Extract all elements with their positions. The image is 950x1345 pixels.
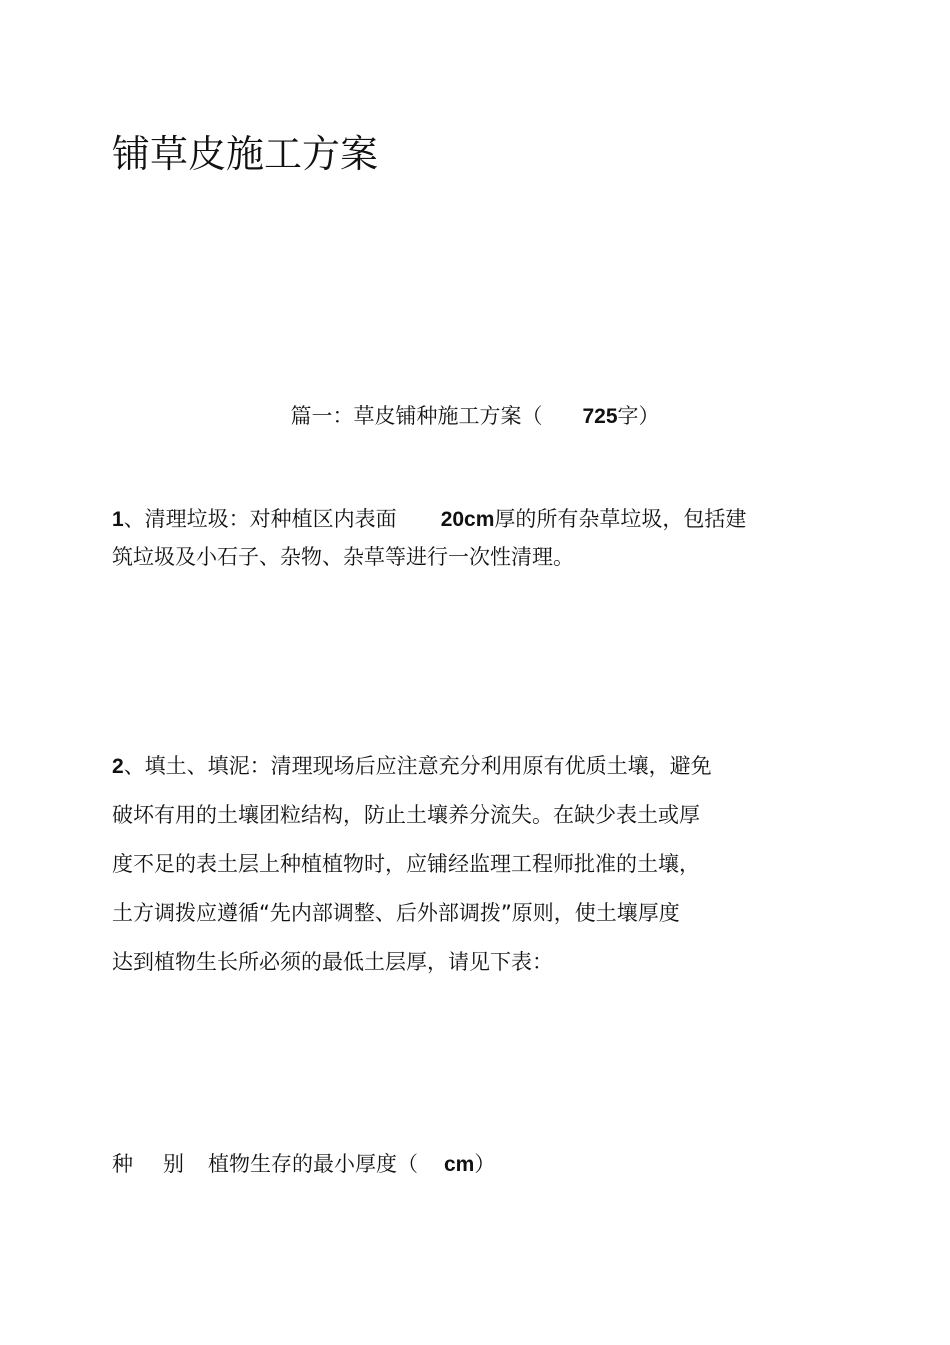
section-1-depth-value: 20cm <box>440 508 495 531</box>
section-1-line-2: 筑垃圾及小石子、杂物、杂草等进行一次性清理。 <box>112 545 574 569</box>
section-1-number: 1 <box>112 508 124 531</box>
table-header-row <box>112 1146 495 1183</box>
table-header-min-thickness: 植物生存的最小厚度（ <box>208 1152 418 1176</box>
subtitle-word-count: 725 <box>582 405 618 428</box>
section-2-line-3: 度不足的表土层上种植植物时，应铺经监理工程师批准的土壤， <box>112 852 700 876</box>
subtitle-suffix: 字） <box>617 404 660 428</box>
table-header-species-2: 别 <box>163 1152 184 1176</box>
section-2-line-1-text: 、填土、填泥：清理现场后应注意充分利用原有优质土壤，避免 <box>123 754 712 778</box>
section-2-number: 2 <box>112 755 124 778</box>
section-2-line-1 <box>112 742 832 791</box>
section-2-line-2: 破坏有用的土壤团粒结构，防止土壤养分流失。在缺少表土或厚 <box>112 803 700 827</box>
table-header-unit: cm <box>444 1153 475 1176</box>
section-2-line-4: 土方调拨应遵循“先内部调整、后外部调拨”原则，使土壤厚度 <box>112 901 680 925</box>
section-2-paragraph <box>112 742 832 987</box>
section-1-line-1-suffix: 厚的所有杂草垃圾，包括建 <box>494 507 747 531</box>
section-2-line-5: 达到植物生长所必须的最低土层厚，请见下表： <box>112 950 553 974</box>
table-header-close: ） <box>474 1152 496 1176</box>
table-header-species-1: 种 <box>112 1152 133 1176</box>
page-title: 铺草皮施工方案 <box>112 132 379 176</box>
article-subtitle <box>0 400 950 433</box>
section-1-line-1-prefix: 、清理垃圾：对种植区内表面 <box>123 507 397 531</box>
subtitle-text: 篇一：草皮铺种施工方案（ <box>290 404 543 428</box>
section-1-paragraph <box>112 500 832 576</box>
section-1-line-1 <box>112 500 832 538</box>
